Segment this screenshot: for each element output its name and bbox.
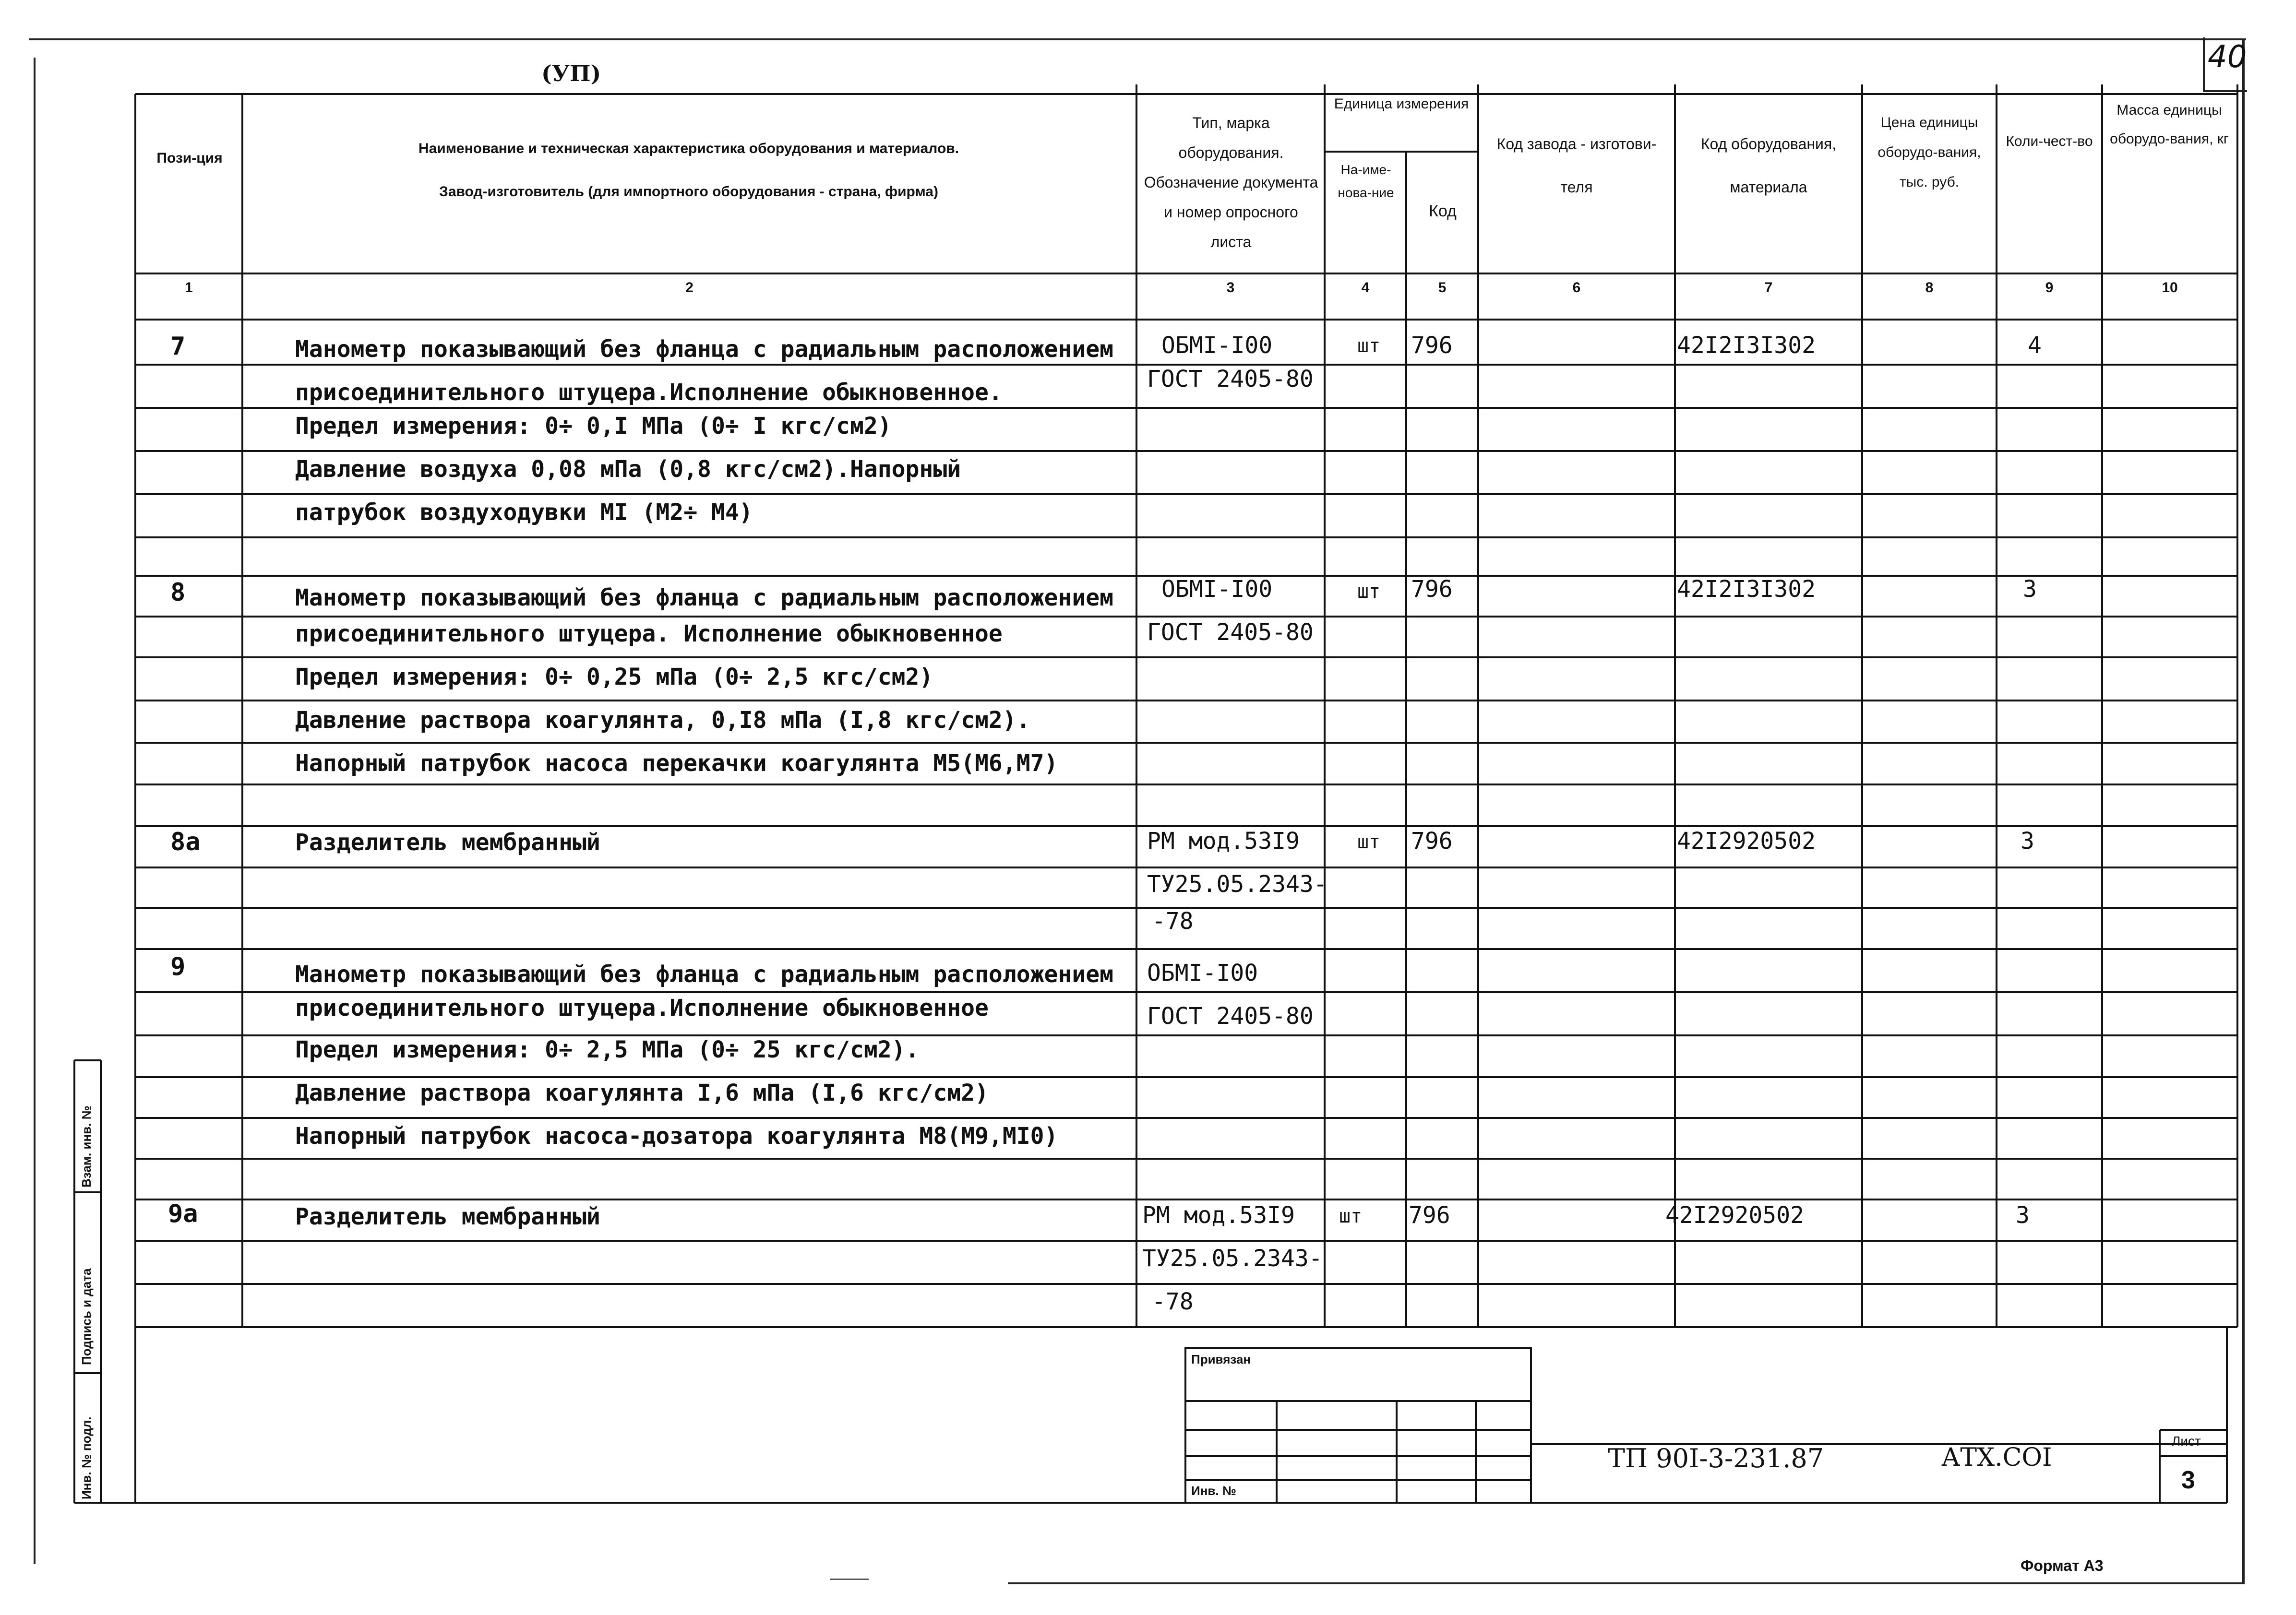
header-unit-name: На-име-нова-ние [1338, 162, 1394, 200]
header-name-line1: Наименование и техническая характеристика оборудования и материалов. [418, 141, 959, 156]
column-number: 6 [1572, 280, 1581, 296]
item-type: -78 [1152, 908, 1194, 935]
item-description-line: Напорный патрубок насоса-дозатора коагулянта М8(М9,МI0) [295, 1123, 1058, 1150]
column-number: 8 [1925, 280, 1934, 296]
header-mass: Масса единицы оборудо-вания, кг [2110, 102, 2229, 147]
item-quantity: 3 [2023, 576, 2037, 603]
item-description-line: Манометр показывающий без фланца с радиальным расположением [295, 584, 1114, 611]
column-number: 7 [1764, 280, 1773, 296]
item-type: ОБМI-I00 [1147, 960, 1258, 986]
item-type: ТУ25.05.2343- [1142, 1245, 1323, 1272]
item-position: 9а [168, 1199, 198, 1228]
column-number: 2 [685, 280, 694, 296]
item-code: 42I2I3I302 [1677, 332, 1816, 359]
item-quantity: 3 [2016, 1202, 2030, 1229]
item-description-line: присоединительного штуцера. Исполнение обыкновенное [295, 620, 1003, 647]
item-unit-code: 796 [1411, 576, 1453, 603]
stamp-attached-label: Привязан [1191, 1352, 1251, 1366]
section-code: (УП) [541, 60, 601, 86]
item-code: 42I2I3I302 [1677, 576, 1816, 603]
item-description-line: Давление воздуха 0,08 мПа (0,8 кгс/см2).Напорный [295, 456, 961, 483]
header-position: Пози-ция [156, 150, 223, 166]
page-number: 40 [2208, 39, 2247, 75]
document-mark: АТХ.СОI [1941, 1443, 2052, 1472]
item-unit-code: 796 [1411, 332, 1453, 359]
item-unit-code: 796 [1409, 1202, 1450, 1229]
side-label-original: Инв. № подл. [79, 1416, 94, 1499]
header-maker-code: Код завода - изготови-теля [1496, 135, 1657, 196]
item-description-line: Предел измерения: 0÷ 2,5 МПа (0÷ 25 кгс/см2). [295, 1036, 920, 1063]
document-code: ТП 90I-3-231.87 [1608, 1443, 1824, 1473]
item-type: ОБМI-I00 [1161, 576, 1273, 603]
item-unit: шт [1357, 335, 1381, 357]
item-unit-code: 796 [1411, 828, 1453, 855]
item-description-line: присоединительного штуцера.Исполнение обыкновенное. [295, 379, 1003, 406]
item-description-line: Предел измерения: 0÷ 0,I МПа (0÷ I кгс/см2) [295, 413, 892, 439]
item-type: ГОСТ 2405-80 [1147, 619, 1314, 646]
item-position: 8 [170, 578, 186, 607]
item-description-line: присоединительного штуцера.Исполнение обыкновенное [295, 995, 989, 1021]
item-type: -78 [1152, 1288, 1194, 1315]
item-unit: шт [1357, 831, 1381, 853]
item-description-line: патрубок воздуходувки МI (М2÷ М4) [295, 499, 753, 526]
column-number: 1 [185, 280, 193, 296]
column-number: 5 [1438, 280, 1447, 296]
header-unit-code: Код [1429, 202, 1457, 220]
item-quantity: 4 [2028, 332, 2042, 359]
item-description-line: Предел измерения: 0÷ 0,25 мПа (0÷ 2,5 кгс/см2) [295, 664, 933, 690]
format-label: Формат А3 [2021, 1557, 2104, 1574]
header-unit: Единица измерения [1334, 96, 1469, 112]
column-number: 3 [1226, 280, 1235, 296]
item-description-line: Давление раствора коагулянта, 0,I8 мПа (I,8 кгс/см2). [295, 707, 1030, 734]
sheet-label: Лист [2172, 1434, 2201, 1449]
item-description-line: Манометр показывающий без фланца с радиальным расположением [295, 336, 1114, 363]
item-position: 9 [170, 952, 186, 981]
item-description-line: Напорный патрубок насоса перекачки коагулянта М5(М6,М7) [295, 750, 1058, 777]
item-unit: шт [1339, 1205, 1363, 1227]
item-code: 42I2920502 [1665, 1202, 1804, 1229]
sheet-number: 3 [2181, 1466, 2195, 1494]
item-quantity: 3 [2021, 828, 2034, 855]
header-price: Цена единицы оборудо-вания, тыс. руб. [1877, 115, 1981, 190]
header-quantity: Коли-чест-во [2006, 133, 2093, 149]
item-description-line: Разделитель мембранный [295, 829, 600, 856]
item-description-line: Давление раствора коагулянта I,6 мПа (I,6 кгс/см2) [295, 1080, 989, 1106]
column-number: 4 [1361, 280, 1370, 296]
item-type: РМ мод.53I9 [1142, 1202, 1295, 1229]
item-type: ТУ25.05.2343- [1147, 871, 1327, 898]
item-type: ГОСТ 2405-80 [1147, 1003, 1314, 1030]
stamp-inventory-label: Инв. № [1191, 1484, 1236, 1498]
item-unit: шт [1357, 581, 1381, 603]
side-label-replace: Взам. инв. № [79, 1105, 94, 1188]
item-type: ОБМI-I00 [1161, 332, 1273, 359]
item-type: РМ мод.53I9 [1147, 828, 1300, 855]
bottom-dash [830, 1579, 869, 1580]
header-type: Тип, марка оборудования. Обозначение документа и номер опросного листа [1144, 114, 1318, 250]
item-position: 7 [170, 332, 186, 361]
column-number: 10 [2162, 280, 2178, 296]
item-description-line: Манометр показывающий без фланца с радиальным расположением [295, 961, 1114, 988]
column-number: 9 [2045, 280, 2054, 296]
side-label-signature: Подпись и дата [79, 1268, 94, 1365]
item-position: 8а [170, 828, 201, 856]
item-code: 42I2920502 [1677, 828, 1816, 855]
header-name-line2: Завод-изготовитель (для импортного оборудования - страна, фирма) [439, 184, 938, 200]
header-equipment-code: Код оборудования, материала [1700, 135, 1837, 196]
item-type: ГОСТ 2405-80 [1147, 366, 1314, 392]
item-description-line: Разделитель мембранный [295, 1203, 600, 1230]
